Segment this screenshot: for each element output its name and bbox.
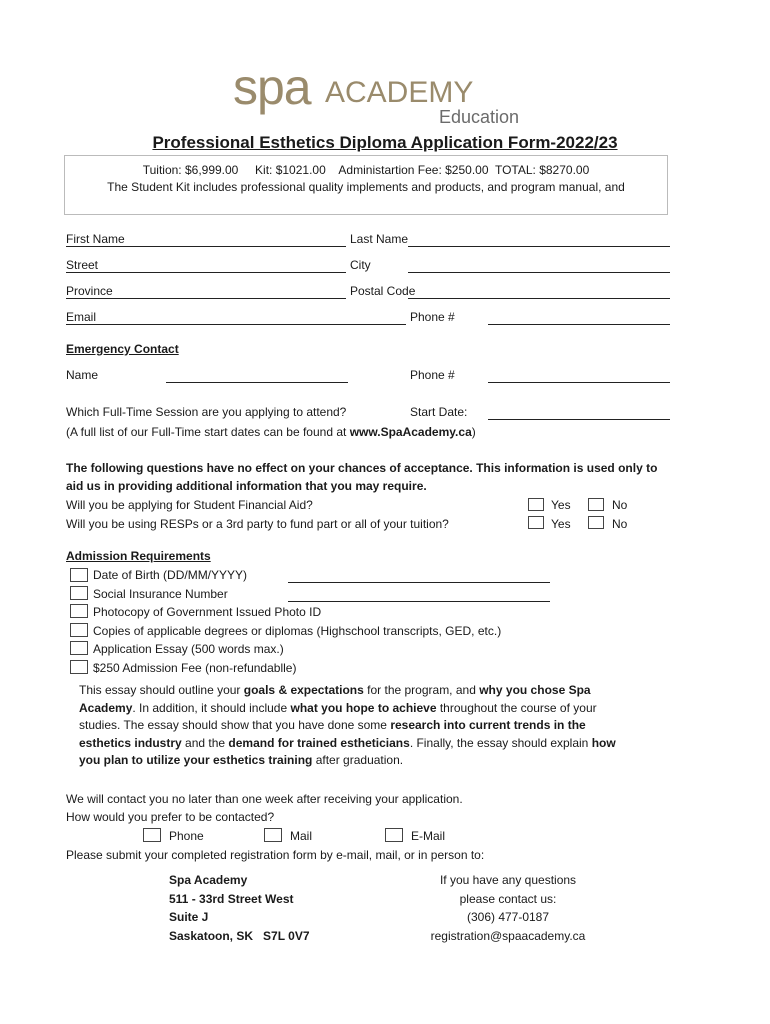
contact-line-1: We will contact you no later than one week after receiving your application. — [66, 792, 463, 806]
requirement-dob: Date of Birth (DD/MM/YYYY) — [93, 568, 248, 582]
email-label: Email — [66, 310, 97, 324]
essay-bold: goals & expectations — [243, 683, 364, 697]
essay-bold: why you chose Spa — [479, 683, 591, 697]
province-label: Province — [66, 284, 113, 298]
requirement-photo-id: Photocopy of Government Issued Photo ID — [93, 605, 322, 619]
postal-code-field[interactable] — [408, 298, 670, 299]
logo-education-text: Education — [439, 107, 520, 127]
start-date-label: Start Date: — [410, 405, 468, 419]
essay-instructions — [79, 682, 639, 770]
help-line: If you have any questions — [439, 873, 577, 887]
requirement-essay: Application Essay (500 words max.) — [93, 642, 284, 656]
address-line: Suite J — [169, 910, 209, 924]
emergency-phone-label: Phone # — [410, 368, 455, 382]
phone-label: Phone # — [410, 310, 455, 324]
help-line: please contact us: — [459, 891, 557, 906]
question-resp: Will you be using RESPs or a 3rd party to fund part or all of your tuition? — [66, 517, 449, 531]
logo — [233, 59, 523, 128]
requirement-fee: $250 Admission Fee (non-refundablle) — [93, 661, 297, 675]
essay-line-3 — [79, 717, 639, 735]
photo-id-checkbox[interactable] — [70, 604, 88, 618]
session-note-prefix: (A full list of our Full-Time start dates can be found at — [66, 425, 350, 439]
essay-bold: how — [591, 735, 616, 750]
essay-text: for the program, and — [363, 683, 480, 697]
financial-aid-yes-label: Yes — [551, 498, 571, 512]
essay-line-1 — [79, 682, 639, 700]
contact-email-label: E-Mail — [411, 829, 446, 843]
phone-field[interactable] — [488, 324, 670, 325]
essay-line-4 — [79, 735, 639, 753]
session-note-suffix: ) — [471, 425, 476, 439]
website-link[interactable]: www.SpaAcademy.ca — [349, 425, 472, 439]
essay-bold: what you hope to achieve — [290, 700, 437, 715]
logo-spa-text: spa — [233, 59, 311, 115]
page-title: Professional Esthetics Diploma Application Form-2022/23 — [152, 133, 618, 152]
contact-phone-label: Phone — [169, 829, 204, 843]
province-field[interactable] — [66, 298, 346, 299]
admission-fee-checkbox[interactable] — [70, 660, 88, 674]
diplomas-checkbox[interactable] — [70, 623, 88, 637]
emergency-heading: Emergency Contact — [66, 342, 179, 356]
essay-bold: research into current trends in the — [390, 718, 586, 732]
financial-aid-yes-checkbox[interactable] — [528, 498, 544, 511]
essay-text: throughout the course of your — [436, 700, 597, 715]
essay-line-2 — [79, 700, 639, 718]
essay-line-5 — [79, 752, 639, 770]
resp-yes-label: Yes — [551, 517, 571, 531]
essay-bold: Academy — [79, 700, 133, 715]
requirement-diplomas: Copies of applicable degrees or diplomas (Highschool transcripts, GED, etc.) — [93, 624, 502, 638]
dob-field[interactable] — [288, 582, 550, 583]
submit-instructions: Please submit your completed registration form by e-mail, mail, or in person to: — [66, 848, 485, 862]
financial-aid-no-checkbox[interactable] — [588, 498, 604, 511]
sin-field[interactable] — [288, 601, 550, 602]
essay-bold: you plan to utilize your esthetics training — [79, 753, 313, 767]
sin-checkbox[interactable] — [70, 586, 88, 600]
contact-mail-checkbox[interactable] — [264, 828, 282, 842]
emergency-name-label: Name — [66, 368, 99, 382]
address-line: Saskatoon, SK S7L 0V7 — [169, 928, 310, 943]
essay-text: after graduation. — [312, 753, 404, 767]
essay-text: and the — [181, 735, 229, 750]
questions-intro-2: aid us in providing additional information that you may require. — [66, 479, 427, 493]
start-date-field[interactable] — [488, 419, 670, 420]
city-field[interactable] — [408, 272, 670, 273]
mailing-address — [169, 871, 310, 945]
question-financial-aid: Will you be applying for Student Financial Aid? — [66, 498, 313, 512]
first-name-label: First Name — [66, 232, 125, 246]
essay-text: . In addition, it should include — [132, 700, 291, 715]
essay-text: This essay should outline your — [79, 683, 244, 697]
street-label: Street — [66, 258, 99, 272]
contact-line-2: How would you prefer to be contacted? — [66, 810, 275, 824]
address-line: Spa Academy — [169, 873, 248, 887]
contact-mail-label: Mail — [290, 829, 313, 843]
contact-phone-checkbox[interactable] — [143, 828, 161, 842]
emergency-phone-field[interactable] — [488, 382, 670, 383]
session-question: Which Full-Time Session are you applying to attend? — [66, 405, 347, 419]
help-phone[interactable]: (306) 477-0187 — [466, 910, 550, 924]
resp-no-checkbox[interactable] — [588, 516, 604, 529]
email-field[interactable] — [66, 324, 406, 325]
dob-checkbox[interactable] — [70, 568, 88, 582]
resp-no-label: No — [612, 517, 628, 531]
session-note — [66, 425, 476, 439]
admission-heading: Admission Requirements — [66, 549, 211, 563]
questions-intro-1: The following questions have no effect on your chances of acceptance. This information is used only to — [66, 461, 658, 475]
essay-text: . Finally, the essay should explain — [409, 735, 592, 750]
last-name-field[interactable] — [408, 246, 670, 247]
financial-aid-no-label: No — [612, 498, 628, 512]
essay-checkbox[interactable] — [70, 641, 88, 655]
help-email[interactable]: registration@spaacademy.ca — [430, 928, 586, 943]
first-name-field[interactable] — [66, 246, 346, 247]
city-label: City — [350, 258, 371, 272]
essay-bold: esthetics industry — [79, 735, 182, 750]
postal-code-label: Postal Code — [350, 284, 416, 298]
essay-text: studies. The essay should show that you have done some — [79, 718, 391, 732]
street-field[interactable] — [66, 272, 346, 273]
logo-academy-text: ACADEMY — [325, 76, 474, 109]
contact-email-checkbox[interactable] — [385, 828, 403, 842]
essay-bold: demand for trained estheticians — [228, 735, 410, 750]
last-name-label: Last Name — [350, 232, 409, 246]
requirement-sin: Social Insurance Number — [93, 587, 228, 601]
fees-line-2: The Student Kit includes professional quality implements and products, and program manual, and — [107, 180, 625, 194]
help-contact — [408, 871, 608, 945]
fees-line-1: Tuition: $6,999.00 Kit: $1021.00 Administartion Fee: $250.00 TOTAL: $8270.00 — [142, 163, 590, 177]
address-line: 511 - 33rd Street West — [169, 891, 294, 906]
resp-yes-checkbox[interactable] — [528, 516, 544, 529]
emergency-name-field[interactable] — [166, 382, 348, 383]
